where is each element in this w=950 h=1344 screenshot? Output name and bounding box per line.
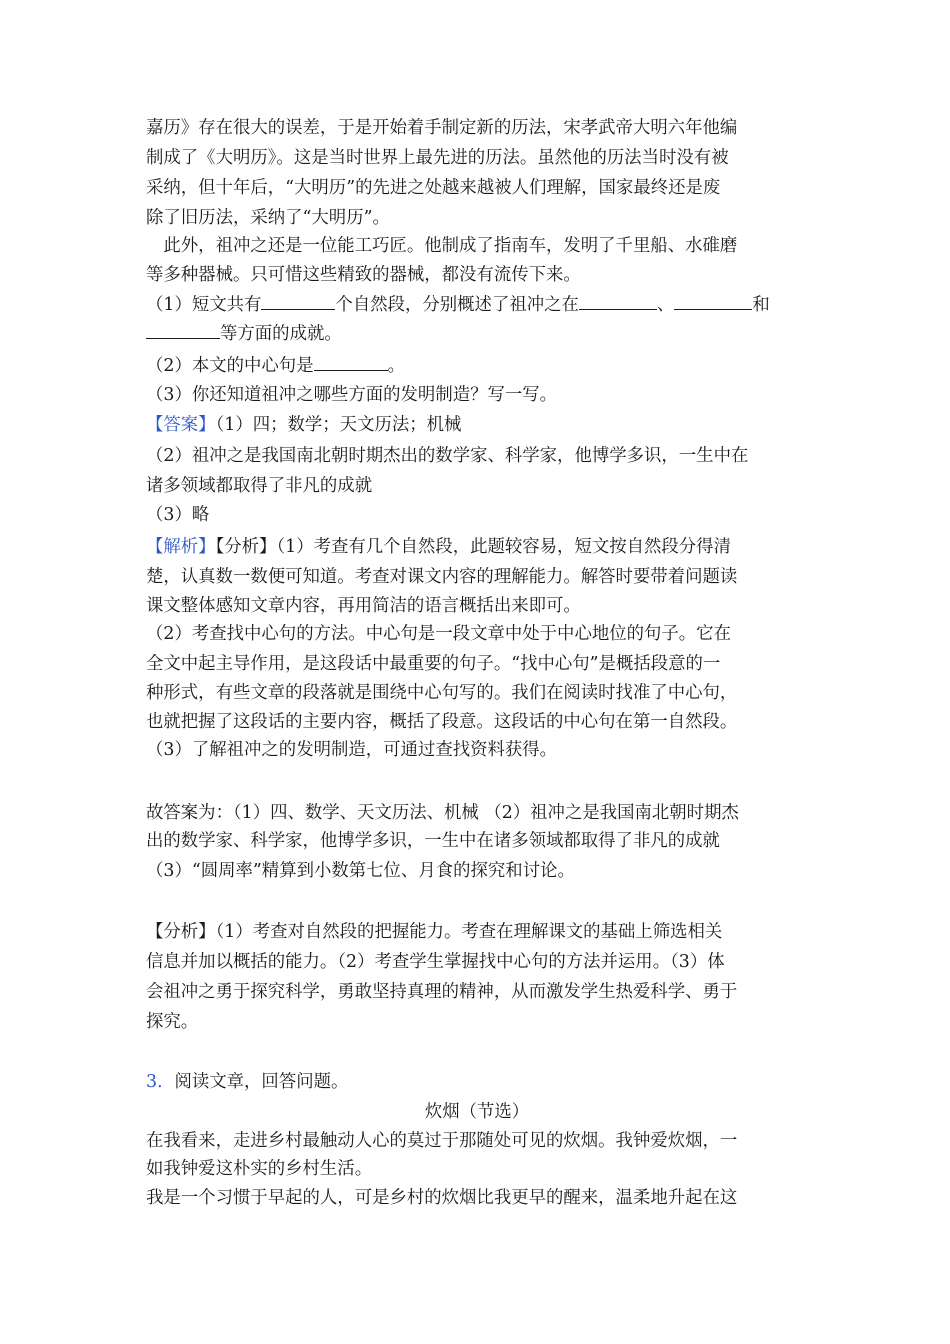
passage-line: 制成了《大明历》。这是当时世界上最先进的历法。虽然他的历法当时没有被: [146, 148, 729, 168]
question-1-text: 、: [656, 295, 675, 315]
article-line: 在我看来，走进乡村最触动人心的莫过于那随处可见的炊烟。我钟爱炊烟，一: [146, 1131, 738, 1151]
answer-line: [146, 412, 808, 438]
question-1-text: 等方面的成就。: [220, 324, 342, 344]
analysis-line: 全文中起主导作用，是这段话中最重要的句子。“找中心句”是概括段意的一: [146, 654, 721, 674]
analysis-line: [146, 534, 808, 560]
question-1-cont: [146, 320, 808, 347]
comment-line: 会祖冲之勇于探究科学，勇敢坚持真理的精神，从而激发学生热爱科学、勇于: [146, 982, 738, 1002]
comment-line: 信息并加以概括的能力。（2）考查学生掌握找中心句的方法并运用。（3）体: [146, 952, 725, 972]
answer-blank[interactable]: [314, 352, 388, 371]
answer-tag: 【答案】: [146, 415, 216, 435]
question-1-text: 和: [752, 295, 770, 315]
answer-line: （3）略: [146, 505, 210, 525]
question-number: 3．: [146, 1072, 175, 1092]
question-3: （3）你还知道祖冲之哪些方面的发明制造？写一写。: [146, 385, 558, 405]
analysis-line: （3）了解祖冲之的发明制造，可通过查找资料获得。: [146, 740, 558, 760]
analysis-line: （2）考查找中心句的方法。中心句是一段文章中处于中心地位的句子。它在: [146, 624, 731, 644]
final-answer-line: （3）“圆周率”精算到小数第七位、月食的探究和讨论。: [146, 861, 575, 881]
analysis-text: 【分析】（1）考查有几个自然段，此题较容易，短文按自然段分得清: [215, 537, 731, 557]
final-answer-line: 出的数学家、科学家，他博学多识，一生中在诸多领域都取得了非凡的成就: [146, 831, 720, 851]
article-line: 如我钟爱这朴实的乡村生活。: [146, 1159, 373, 1179]
analysis-line: 课文整体感知文章内容，再用简洁的语言概括出来即可。: [146, 596, 581, 616]
question-3-heading: [146, 1069, 808, 1095]
article-line: 我是一个习惯于早起的人，可是乡村的炊烟比我更早的醒来，温柔地升起在这: [146, 1188, 738, 1208]
answer-blank[interactable]: [579, 291, 657, 310]
passage-line: 嘉历》存在很大的误差，于是开始着手制定新的历法，宋孝武帝大明六年他编: [146, 118, 738, 138]
final-answer-line: 故答案为：（1）四、数学、天文历法、机械 （2）祖冲之是我国南北朝时期杰: [146, 803, 739, 823]
question-2-text: 。: [387, 356, 405, 376]
passage-line: 等多种器械。只可惜这些精致的器械，都没有流传下来。: [146, 265, 581, 285]
answer-text: （1）四；数学；天文历法；机械: [215, 415, 462, 435]
question-1-text: （1）短文共有: [146, 295, 262, 315]
answer-blank[interactable]: [146, 320, 220, 339]
question-prompt: 阅读文章，回答问题。: [174, 1072, 349, 1092]
analysis-line: 楚，认真数一数便可知道。考查对课文内容的理解能力。解答时要带着问题读: [146, 567, 738, 587]
question-1: [146, 291, 808, 318]
answer-line: （2）祖冲之是我国南北朝时期杰出的数学家、科学家，他博学多识，一生中在: [146, 446, 749, 466]
analysis-tag: 【解析】: [146, 537, 216, 557]
answer-blank[interactable]: [261, 291, 335, 310]
analysis-line: 也就把握了这段话的主要内容，概括了段意。这段话的中心句在第一自然段。: [146, 712, 738, 732]
passage-line: 采纳，但十年后，“大明历”的先进之处越来越被人们理解，国家最终还是废: [146, 178, 721, 198]
question-1-text: 个自然段，分别概述了祖冲之在: [335, 295, 579, 315]
article-title: 炊烟（节选）: [424, 1102, 530, 1122]
answer-line: 诸多领域都取得了非凡的成就: [146, 476, 373, 496]
comment-line: 探究。: [146, 1012, 199, 1032]
passage-line: 此外，祖冲之还是一位能工巧匠。他制成了指南车，发明了千里船、水碓磨: [146, 236, 738, 256]
passage-line: 除了旧历法，采纳了“大明历”。: [146, 208, 390, 228]
question-2-text: （2）本文的中心句是: [146, 356, 314, 376]
answer-blank[interactable]: [674, 291, 752, 310]
comment-line: 【分析】（1）考查对自然段的把握能力。考查在理解课文的基础上筛选相关: [146, 922, 723, 942]
analysis-line: 种形式，有些文章的段落就是围绕中心句写的。我们在阅读时找准了中心句，: [146, 683, 738, 703]
question-2: [146, 352, 808, 379]
